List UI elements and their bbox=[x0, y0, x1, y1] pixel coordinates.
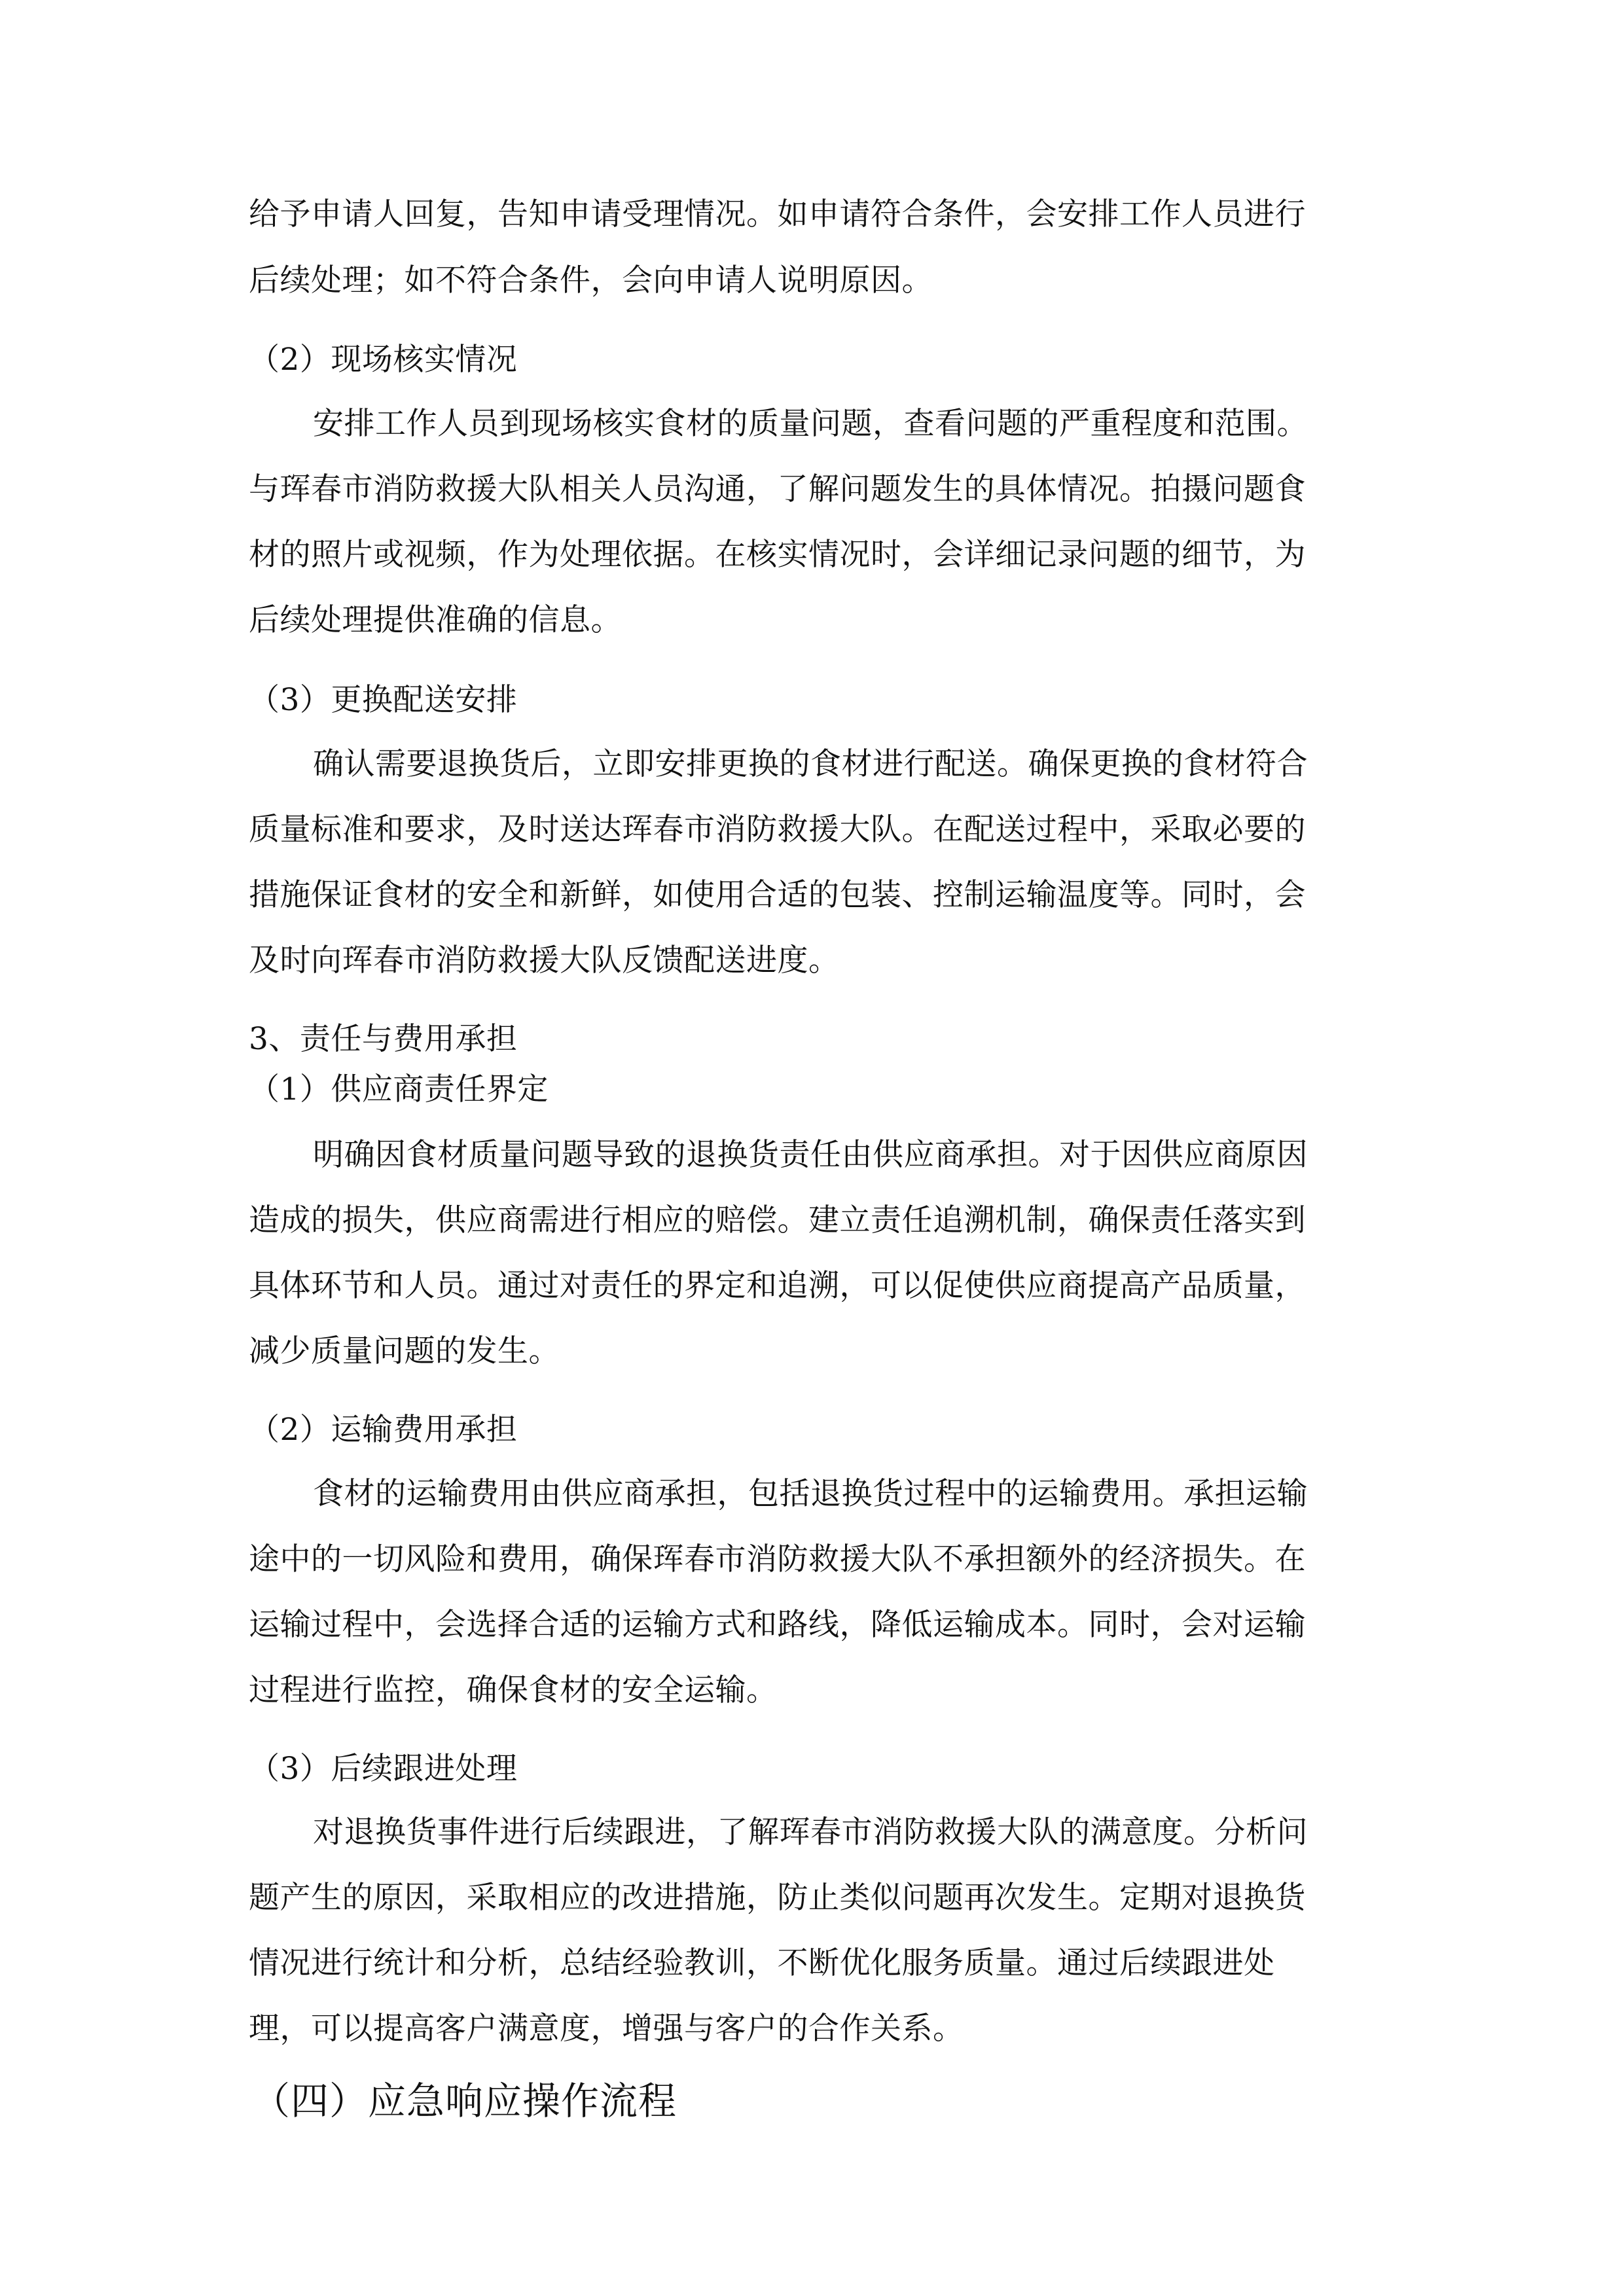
paragraph-line: 后续处理提供准确的信息。 bbox=[249, 602, 622, 638]
paragraph-line: 给予申请人回复，告知申请受理情况。如申请符合条件，会安排工作人员进行 bbox=[249, 196, 1306, 232]
paragraph-line: 明确因食材质量问题导致的退换货责任由供应商承担。对于因供应商原因 bbox=[313, 1137, 1308, 1173]
subsection-title: （1）供应商责任界定 bbox=[249, 1071, 549, 1107]
paragraph-line: 材的照片或视频，作为处理依据。在核实情况时，会详细记录问题的细节，为 bbox=[249, 537, 1306, 573]
paragraph-line: 途中的一切风险和费用，确保珲春市消防救援大队不承担额外的经济损失。在 bbox=[249, 1541, 1306, 1577]
paragraph-line: 理，可以提高客户满意度，增强与客户的合作关系。 bbox=[249, 2011, 964, 2047]
paragraph-line: 题产生的原因，采取相应的改进措施，防止类似问题再次发生。定期对退换货 bbox=[249, 1880, 1306, 1916]
subsection-title: （2）运输费用承担 bbox=[249, 1412, 518, 1448]
paragraph-line: 造成的损失，供应商需进行相应的赔偿。建立责任追溯机制，确保责任落实到 bbox=[249, 1202, 1306, 1238]
subsection-title: （2）现场核实情况 bbox=[249, 342, 518, 378]
paragraph-line: 与珲春市消防救援大队相关人员沟通，了解问题发生的具体情况。拍摄问题食 bbox=[249, 471, 1306, 507]
paragraph-line: 过程进行监控，确保食材的安全运输。 bbox=[249, 1672, 778, 1708]
paragraph-line: 及时向珲春市消防救援大队反馈配送进度。 bbox=[249, 942, 840, 978]
paragraph-line: 食材的运输费用由供应商承担，包括退换货过程中的运输费用。承担运输 bbox=[313, 1476, 1308, 1512]
paragraph-line: 减少质量问题的发生。 bbox=[249, 1333, 560, 1369]
section-title: 3、责任与费用承担 bbox=[249, 1021, 518, 1057]
paragraph-line: 后续处理；如不符合条件，会向申请人说明原因。 bbox=[249, 262, 933, 298]
paragraph-line: 确认需要退换货后，立即安排更换的食材进行配送。确保更换的食材符合 bbox=[313, 746, 1308, 782]
paragraph-line: 措施保证食材的安全和新鲜，如使用合适的包装、控制运输温度等。同时，会 bbox=[249, 877, 1306, 913]
paragraph-line: 情况进行统计和分析，总结经验教训，不断优化服务质量。通过后续跟进处 bbox=[249, 1945, 1275, 1981]
subsection-title: （3）更换配送安排 bbox=[249, 682, 518, 718]
paragraph-line: 安排工作人员到现场核实食材的质量问题，查看问题的严重程度和范围。 bbox=[313, 406, 1308, 442]
subsection-title: （3）后续跟进处理 bbox=[249, 1751, 518, 1787]
paragraph-line: 运输过程中，会选择合适的运输方式和路线，降低运输成本。同时，会对运输 bbox=[249, 1607, 1306, 1643]
paragraph-line: 具体环节和人员。通过对责任的界定和追溯，可以促使供应商提高产品质量， bbox=[249, 1268, 1306, 1304]
paragraph-line: 对退换货事件进行后续跟进，了解珲春市消防救援大队的满意度。分析问 bbox=[313, 1814, 1308, 1850]
paragraph-line: 质量标准和要求，及时送达珲春市消防救援大队。在配送过程中，采取必要的 bbox=[249, 812, 1306, 848]
chapter-heading: （四）应急响应操作流程 bbox=[252, 2079, 677, 2123]
